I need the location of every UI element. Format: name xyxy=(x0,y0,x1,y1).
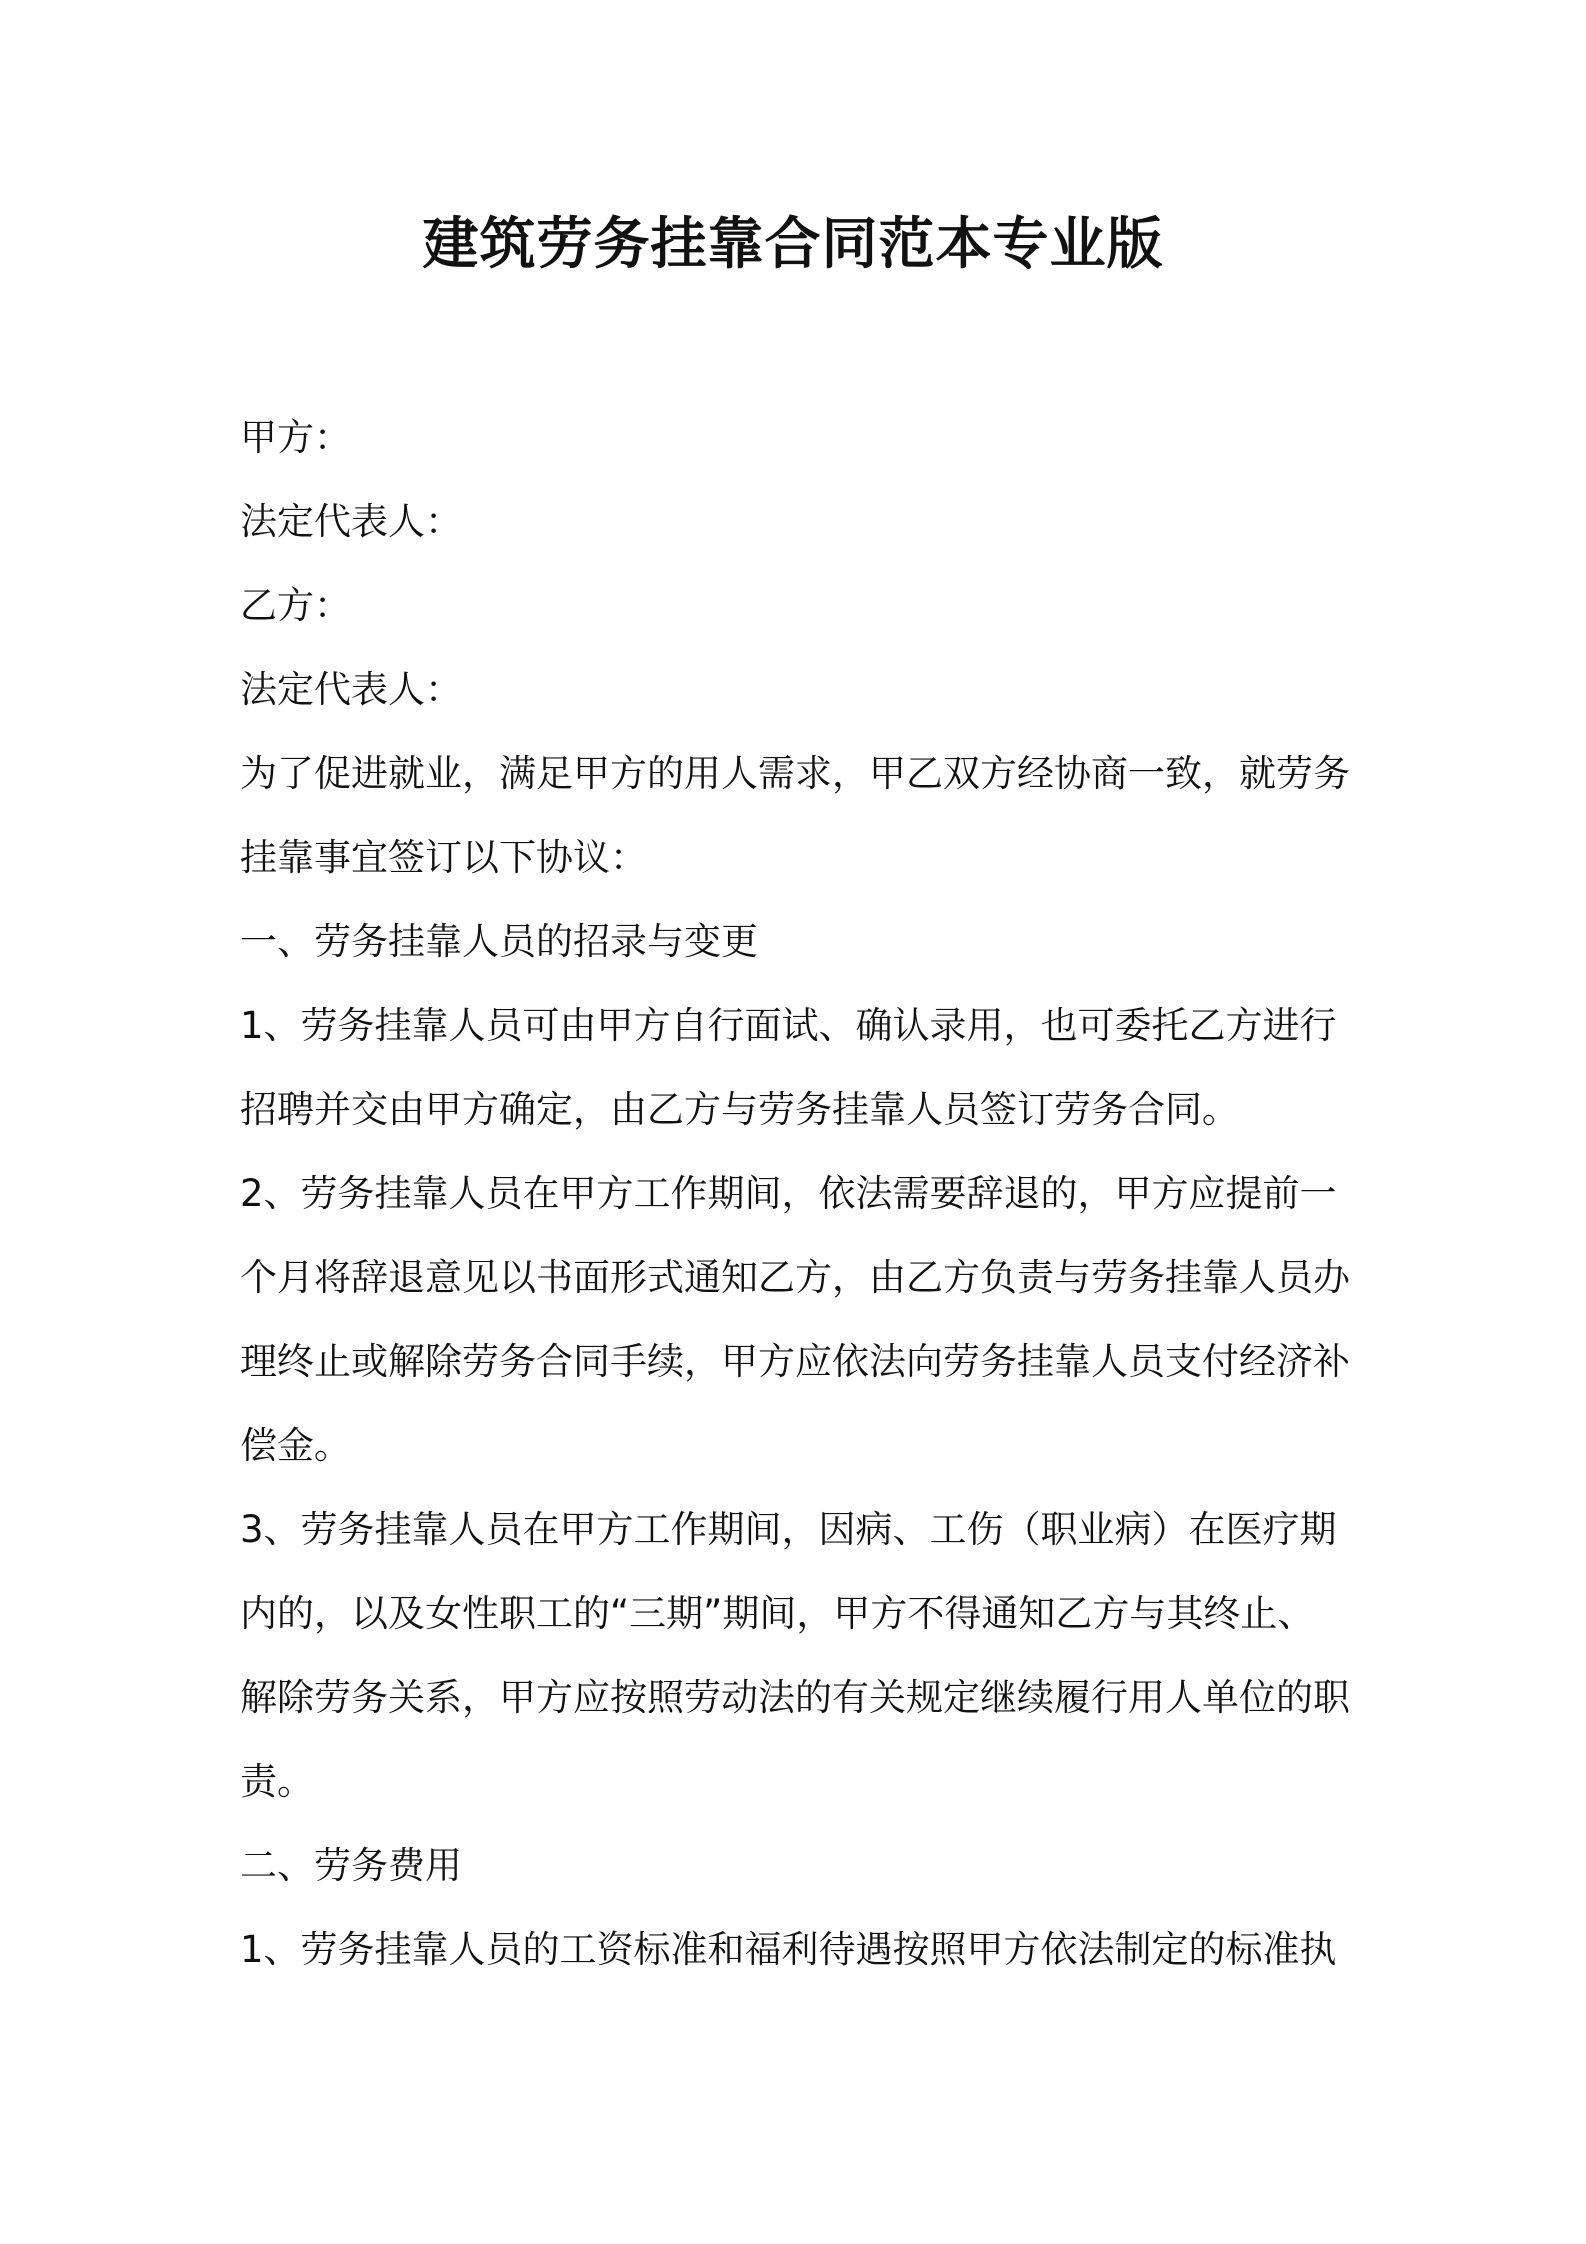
preamble-line: 为了促进就业，满足甲方的用人需求，甲乙双方经协商一致，就劳务 xyxy=(240,752,1350,795)
party-a-label: 甲方： xyxy=(240,416,351,459)
clause-line: 1、劳务挂靠人员的工资标准和福利待遇按照甲方依法制定的标准执 xyxy=(240,1928,1337,1971)
clause-line: 内的，以及女性职工的“三期”期间，甲方不得通知乙方与其终止、 xyxy=(240,1592,1315,1635)
clause-line: 招聘并交由甲方确定，由乙方与劳务挂靠人员签订劳务合同。 xyxy=(240,1088,1239,1131)
clause-line: 偿金。 xyxy=(240,1424,351,1467)
clause-line: 责。 xyxy=(240,1760,314,1803)
clause-line: 解除劳务关系，甲方应按照劳动法的有关规定继续履行用人单位的职 xyxy=(240,1676,1350,1719)
document-body xyxy=(240,396,1350,1992)
clause-line: 3、劳务挂靠人员在甲方工作期间，因病、工伤（职业病）在医疗期 xyxy=(240,1508,1337,1551)
clause-line: 理终止或解除劳务合同手续，甲方应依法向劳务挂靠人员支付经济补 xyxy=(240,1340,1350,1383)
preamble-line: 挂靠事宜签订以下协议： xyxy=(240,836,647,879)
clause-line: 1、劳务挂靠人员可由甲方自行面试、确认录用，也可委托乙方进行 xyxy=(240,1004,1337,1047)
section-heading: 二、劳务费用 xyxy=(240,1844,462,1887)
section-heading: 一、劳务挂靠人员的招录与变更 xyxy=(240,920,758,963)
clause-line: 个月将辞退意见以书面形式通知乙方，由乙方负责与劳务挂靠人员办 xyxy=(240,1256,1350,1299)
party-b-label: 乙方： xyxy=(240,584,351,627)
party-b-legal-representative: 法定代表人： xyxy=(240,668,462,711)
document-title: 建筑劳务挂靠合同范本专业版 xyxy=(422,212,1164,277)
clause-line: 2、劳务挂靠人员在甲方工作期间，依法需要辞退的，甲方应提前一 xyxy=(240,1172,1337,1215)
party-a-legal-representative: 法定代表人： xyxy=(240,500,462,543)
